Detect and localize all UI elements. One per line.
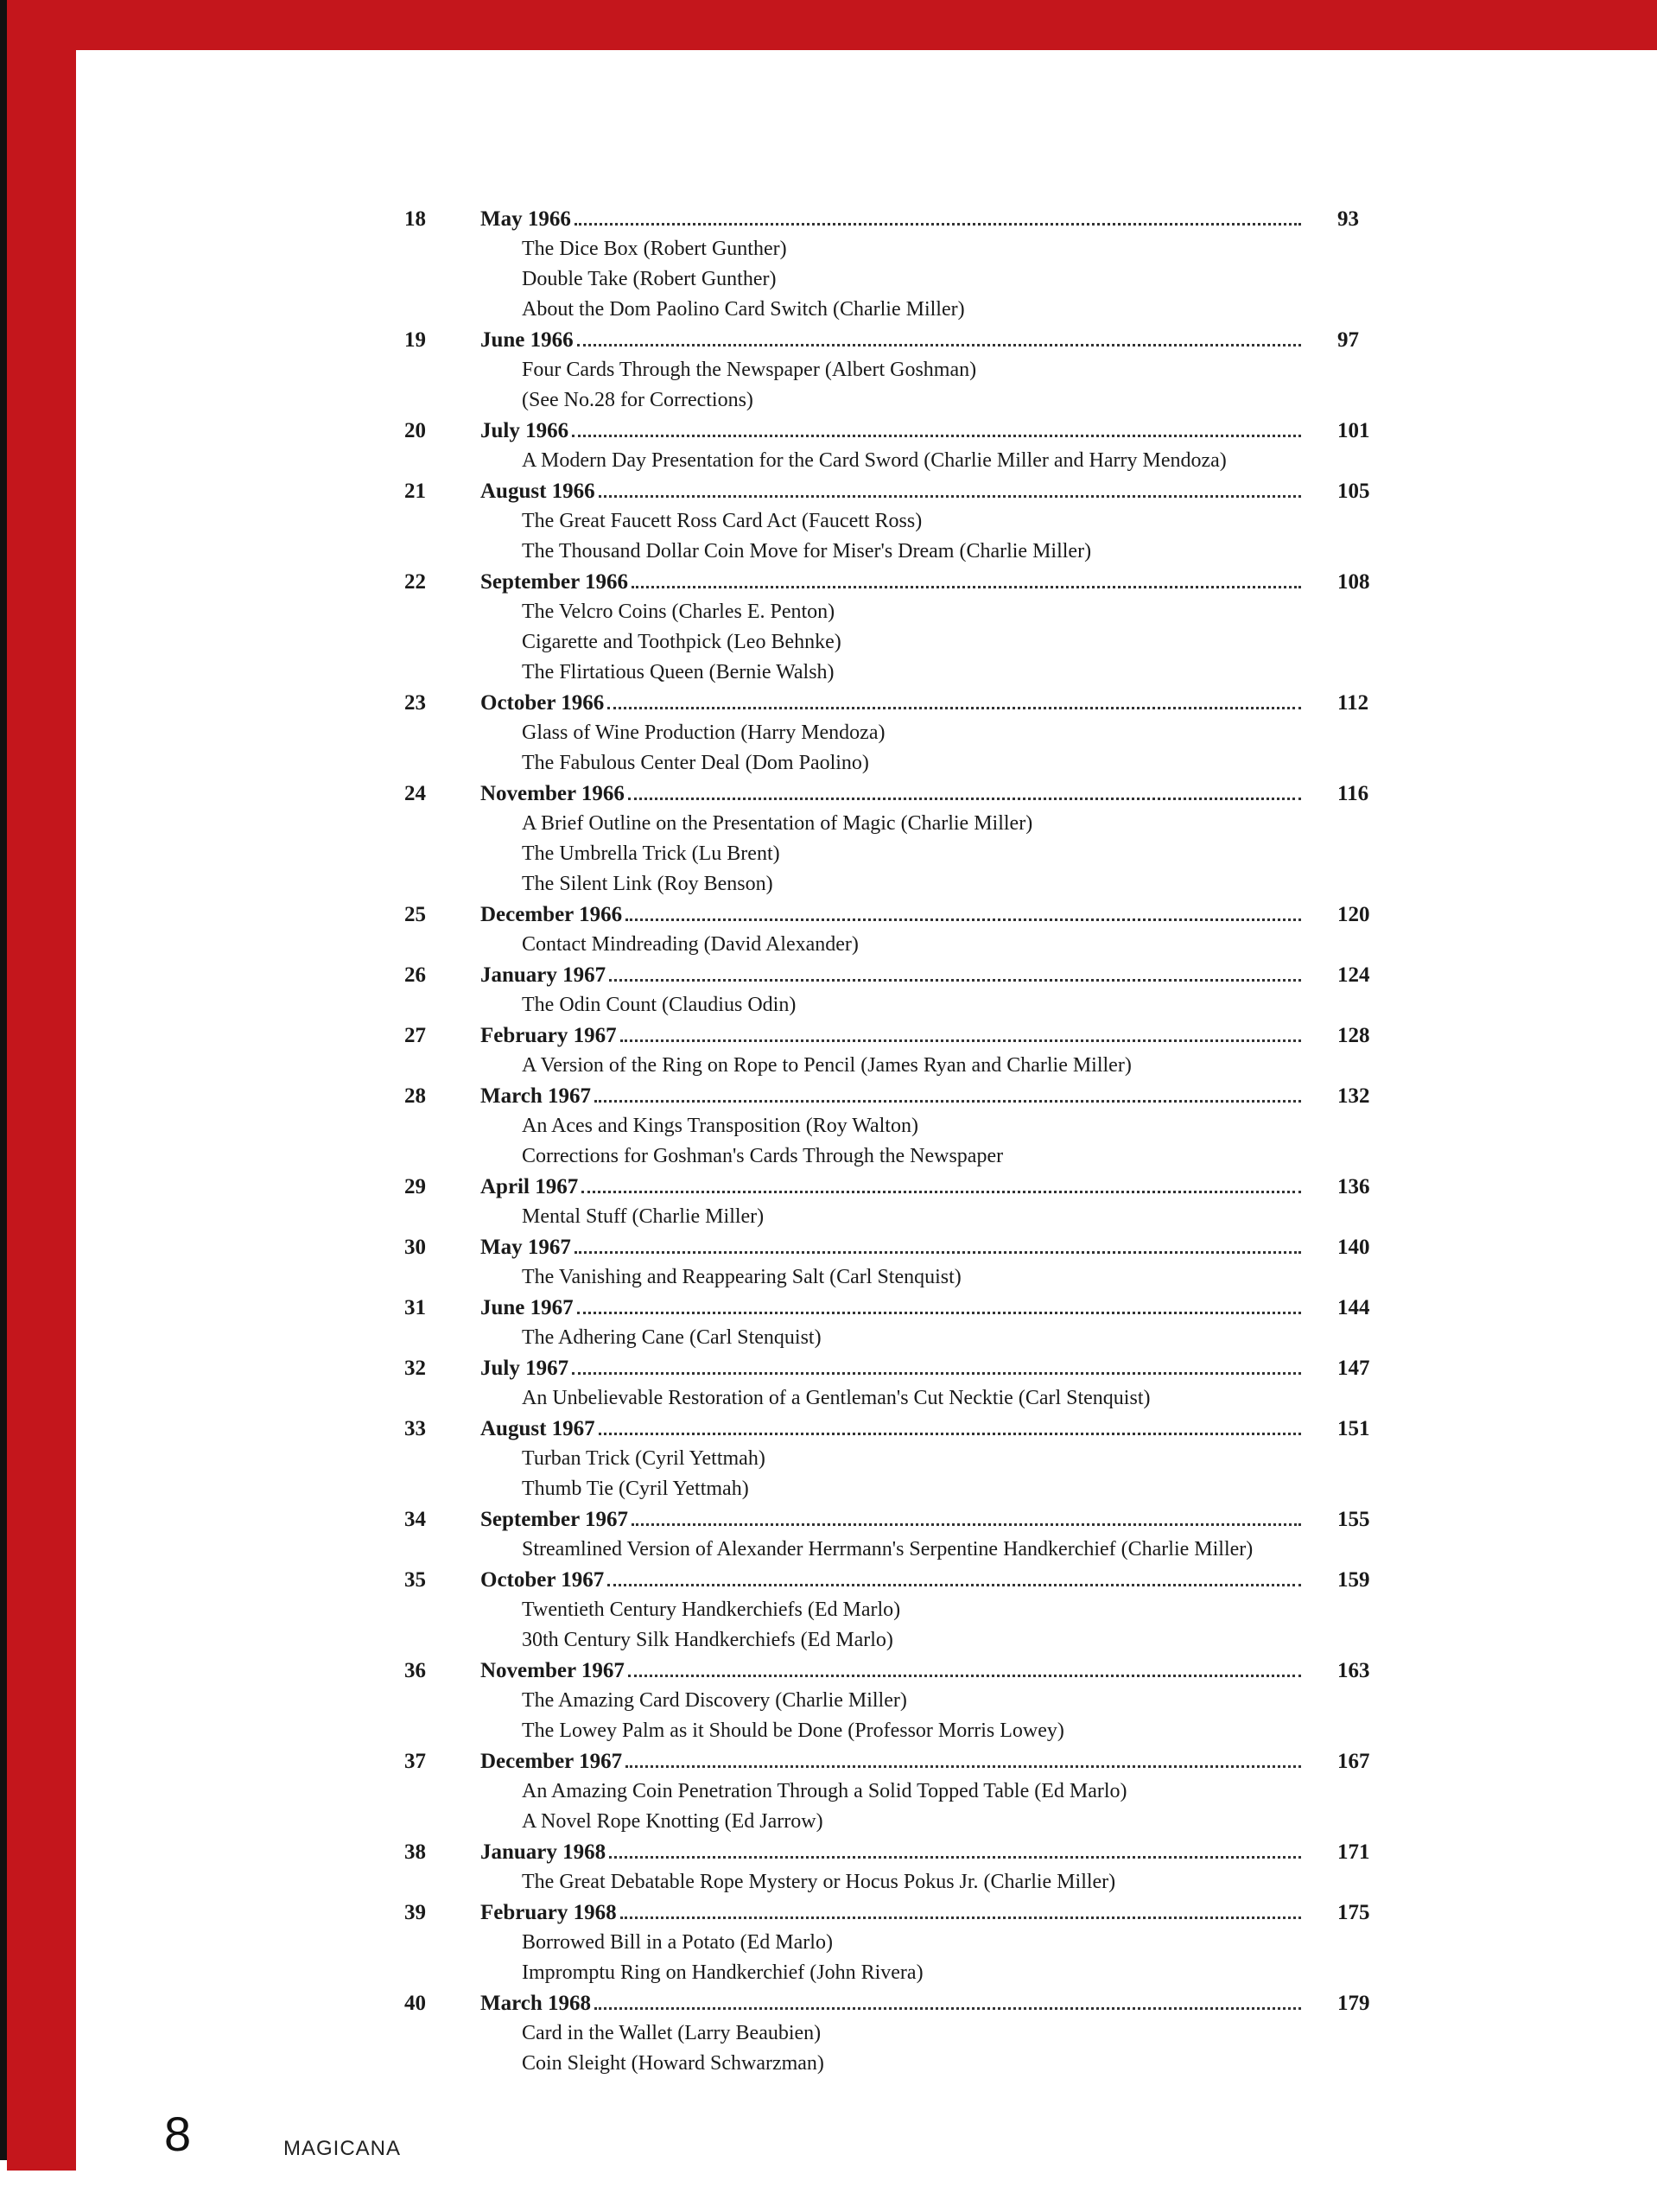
issue-number: 22 [404, 570, 426, 594]
toc-item: An Amazing Coin Penetration Through a Solid Topped Table (Ed Marlo) [522, 1780, 1127, 1802]
toc-entry-header [404, 1656, 1406, 1686]
toc-item: About the Dom Paolino Card Switch (Charlie Miller) [522, 298, 965, 321]
dot-leader [572, 1353, 1301, 1375]
toc-item: The Lowey Palm as it Should be Done (Professor Morris Lowey) [522, 1719, 1064, 1742]
page-reference: 101 [1337, 419, 1370, 442]
issue-number: 36 [404, 1659, 426, 1682]
toc-entry [404, 567, 1406, 688]
dot-leader [620, 1897, 1301, 1919]
toc-item: 30th Century Silk Handkerchiefs (Ed Marlo) [522, 1629, 893, 1651]
toc-item: Glass of Wine Production (Harry Mendoza) [522, 721, 886, 744]
page-reference: 132 [1337, 1084, 1370, 1108]
dot-leader [607, 688, 1301, 709]
issue-number: 18 [404, 207, 426, 231]
issue-number: 29 [404, 1175, 426, 1198]
page-reference: 147 [1337, 1357, 1370, 1380]
toc-entry [404, 476, 1406, 567]
toc-entry [404, 1020, 1406, 1081]
toc-item: Corrections for Goshman's Cards Through the Newspaper [522, 1145, 1004, 1167]
toc-entry [404, 1293, 1406, 1353]
toc-entry-header [404, 1172, 1406, 1202]
page-reference: 159 [1337, 1568, 1370, 1592]
issue-number: 37 [404, 1750, 426, 1773]
toc-item: A Brief Outline on the Presentation of Magic (Charlie Miller) [522, 812, 1033, 835]
issue-number: 30 [404, 1236, 426, 1259]
issue-number: 27 [404, 1024, 426, 1047]
toc-item: The Silent Link (Roy Benson) [522, 873, 773, 895]
dot-leader [609, 1837, 1301, 1859]
issue-month: December 1966 [480, 903, 623, 926]
table-of-contents [404, 204, 1406, 2079]
red-top-border [7, 0, 1657, 50]
toc-item: Turban Trick (Cyril Yettmah) [522, 1447, 765, 1470]
toc-item: Contact Mindreading (David Alexander) [522, 933, 859, 956]
page-reference: 105 [1337, 480, 1370, 503]
toc-item: Impromptu Ring on Handkerchief (John Rivera) [522, 1961, 924, 1984]
toc-entry-header [404, 779, 1406, 809]
toc-item: Four Cards Through the Newspaper (Albert Goshman) [522, 359, 977, 381]
page-reference: 175 [1337, 1901, 1370, 1924]
issue-month: October 1967 [480, 1568, 605, 1592]
issue-number: 21 [404, 480, 426, 503]
page-reference: 155 [1337, 1508, 1370, 1531]
dot-leader [609, 960, 1301, 982]
toc-entry [404, 325, 1406, 416]
dot-leader [599, 476, 1301, 498]
issue-number: 32 [404, 1357, 426, 1380]
toc-item: Streamlined Version of Alexander Herrmann's Serpentine Handkerchief (Charlie Miller) [522, 1538, 1254, 1560]
dot-leader [620, 1020, 1301, 1042]
toc-entry-header [404, 960, 1406, 990]
page-reference: 140 [1337, 1236, 1370, 1259]
toc-entry [404, 688, 1406, 779]
page-reference: 163 [1337, 1659, 1370, 1682]
page-reference: 97 [1337, 328, 1359, 352]
toc-entry-header [404, 1837, 1406, 1867]
toc-item: Double Take (Robert Gunther) [522, 268, 777, 290]
page-number: 8 [164, 2107, 192, 2161]
dot-leader [575, 1232, 1301, 1254]
issue-number: 39 [404, 1901, 426, 1924]
toc-entry-header [404, 204, 1406, 234]
toc-entry-header [404, 1504, 1406, 1535]
issue-month: March 1967 [480, 1084, 591, 1108]
page-reference: 128 [1337, 1024, 1370, 1047]
toc-item: Coin Sleight (Howard Schwarzman) [522, 2052, 824, 2075]
page-reference: 116 [1337, 782, 1369, 805]
toc-item: A Novel Rope Knotting (Ed Jarrow) [522, 1810, 823, 1833]
page-reference: 179 [1337, 1992, 1370, 2015]
toc-item: Card in the Wallet (Larry Beaubien) [522, 2022, 822, 2044]
issue-month: November 1967 [480, 1659, 625, 1682]
toc-entry [404, 1504, 1406, 1565]
issue-month: June 1966 [480, 328, 574, 352]
dot-leader [575, 204, 1301, 226]
page-reference: 136 [1337, 1175, 1370, 1198]
toc-entry-header [404, 567, 1406, 597]
dot-leader [628, 779, 1301, 800]
issue-number: 40 [404, 1992, 426, 2015]
toc-item: An Aces and Kings Transposition (Roy Walton) [522, 1115, 918, 1137]
toc-item: Twentieth Century Handkerchiefs (Ed Marlo) [522, 1599, 901, 1621]
toc-item: The Dice Box (Robert Gunther) [522, 238, 787, 260]
toc-item: The Fabulous Center Deal (Dom Paolino) [522, 752, 869, 774]
page-reference: 124 [1337, 963, 1370, 987]
toc-entry-header [404, 899, 1406, 930]
issue-month: November 1966 [480, 782, 625, 805]
issue-month: January 1967 [480, 963, 606, 987]
issue-month: July 1966 [480, 419, 569, 442]
issue-month: March 1968 [480, 1992, 591, 2015]
issue-number: 24 [404, 782, 426, 805]
dot-leader [625, 1746, 1301, 1768]
toc-item: Mental Stuff (Charlie Miller) [522, 1205, 765, 1228]
issue-month: September 1967 [480, 1508, 629, 1531]
page-reference: 167 [1337, 1750, 1370, 1773]
toc-entry-header [404, 325, 1406, 355]
toc-item: The Great Debatable Rope Mystery or Hocus Pokus Jr. (Charlie Miller) [522, 1871, 1116, 1893]
toc-entry-header [404, 1988, 1406, 2018]
toc-entry-header [404, 1746, 1406, 1777]
page-reference: 112 [1337, 691, 1369, 715]
page-reference: 151 [1337, 1417, 1370, 1440]
toc-item: A Version of the Ring on Rope to Pencil (James Ryan and Charlie Miller) [522, 1054, 1132, 1077]
toc-item: The Odin Count (Claudius Odin) [522, 994, 797, 1016]
toc-entry [404, 960, 1406, 1020]
toc-item: The Adhering Cane (Carl Stenquist) [522, 1326, 822, 1349]
toc-entry-header [404, 1232, 1406, 1262]
toc-item: The Great Faucett Ross Card Act (Faucett Ross) [522, 510, 923, 532]
issue-number: 20 [404, 419, 426, 442]
toc-entry [404, 1232, 1406, 1293]
toc-entry-header [404, 1353, 1406, 1383]
toc-entry-header [404, 476, 1406, 506]
toc-entry-header [404, 416, 1406, 446]
dot-leader [625, 899, 1301, 921]
issue-month: August 1967 [480, 1417, 595, 1440]
red-left-border [7, 0, 76, 2171]
toc-entry [404, 1353, 1406, 1414]
toc-entry-header [404, 688, 1406, 718]
dot-leader [628, 1656, 1301, 1677]
dot-leader [599, 1414, 1301, 1435]
issue-month: May 1967 [480, 1236, 571, 1259]
issue-number: 34 [404, 1508, 426, 1531]
toc-entry [404, 416, 1406, 476]
publication-name: MAGICANA [283, 2137, 402, 2160]
toc-entry [404, 1897, 1406, 1988]
toc-item: The Vanishing and Reappearing Salt (Carl Stenquist) [522, 1266, 962, 1288]
black-left-edge [0, 0, 7, 2160]
toc-entry-header [404, 1565, 1406, 1595]
issue-month: February 1967 [480, 1024, 617, 1047]
issue-number: 25 [404, 903, 426, 926]
toc-entry [404, 1656, 1406, 1746]
issue-month: July 1967 [480, 1357, 569, 1380]
toc-item: A Modern Day Presentation for the Card Sword (Charlie Miller and Harry Mendoza) [522, 449, 1227, 472]
issue-number: 28 [404, 1084, 426, 1108]
page-reference: 108 [1337, 570, 1370, 594]
toc-item: The Velcro Coins (Charles E. Penton) [522, 601, 835, 623]
toc-entry [404, 1172, 1406, 1232]
issue-number: 31 [404, 1296, 426, 1319]
toc-item: Borrowed Bill in a Potato (Ed Marlo) [522, 1931, 833, 1954]
issue-month: April 1967 [480, 1175, 579, 1198]
toc-entry [404, 1988, 1406, 2079]
issue-month: January 1968 [480, 1840, 606, 1864]
dot-leader [577, 325, 1301, 346]
issue-month: May 1966 [480, 207, 571, 231]
toc-item: The Flirtatious Queen (Bernie Walsh) [522, 661, 835, 683]
dot-leader [594, 1081, 1301, 1103]
issue-number: 26 [404, 963, 426, 987]
dot-leader [577, 1293, 1301, 1314]
toc-entry [404, 779, 1406, 899]
toc-item: The Umbrella Trick (Lu Brent) [522, 842, 780, 865]
toc-item: The Thousand Dollar Coin Move for Miser's Dream (Charlie Miller) [522, 540, 1092, 563]
dot-leader [572, 416, 1301, 437]
toc-entry [404, 899, 1406, 960]
issue-month: August 1966 [480, 480, 595, 503]
issue-number: 33 [404, 1417, 426, 1440]
issue-month: October 1966 [480, 691, 605, 715]
page-reference: 93 [1337, 207, 1359, 231]
toc-entry-header [404, 1897, 1406, 1928]
toc-entry-header [404, 1081, 1406, 1111]
issue-month: June 1967 [480, 1296, 574, 1319]
toc-item: Cigarette and Toothpick (Leo Behnke) [522, 631, 841, 653]
toc-entry-header [404, 1293, 1406, 1323]
toc-entry [404, 204, 1406, 325]
toc-entry-header [404, 1414, 1406, 1444]
page-reference: 120 [1337, 903, 1370, 926]
dot-leader [581, 1172, 1301, 1193]
issue-number: 23 [404, 691, 426, 715]
toc-entry [404, 1414, 1406, 1504]
toc-item: Thumb Tie (Cyril Yettmah) [522, 1478, 749, 1500]
issue-number: 35 [404, 1568, 426, 1592]
page-reference: 144 [1337, 1296, 1370, 1319]
toc-item: The Amazing Card Discovery (Charlie Miller) [522, 1689, 907, 1712]
toc-entry [404, 1081, 1406, 1172]
toc-entry [404, 1746, 1406, 1837]
issue-month: February 1968 [480, 1901, 617, 1924]
toc-entry [404, 1565, 1406, 1656]
issue-number: 19 [404, 328, 426, 352]
dot-leader [632, 567, 1301, 588]
issue-month: September 1966 [480, 570, 629, 594]
dot-leader [607, 1565, 1301, 1586]
dot-leader [594, 1988, 1301, 2010]
dot-leader [632, 1504, 1301, 1526]
toc-entry-header [404, 1020, 1406, 1051]
toc-entry [404, 1837, 1406, 1897]
issue-month: December 1967 [480, 1750, 623, 1773]
page-reference: 171 [1337, 1840, 1370, 1864]
toc-item: An Unbelievable Restoration of a Gentleman's Cut Necktie (Carl Stenquist) [522, 1387, 1151, 1409]
issue-number: 38 [404, 1840, 426, 1864]
toc-item: (See No.28 for Corrections) [522, 389, 753, 411]
